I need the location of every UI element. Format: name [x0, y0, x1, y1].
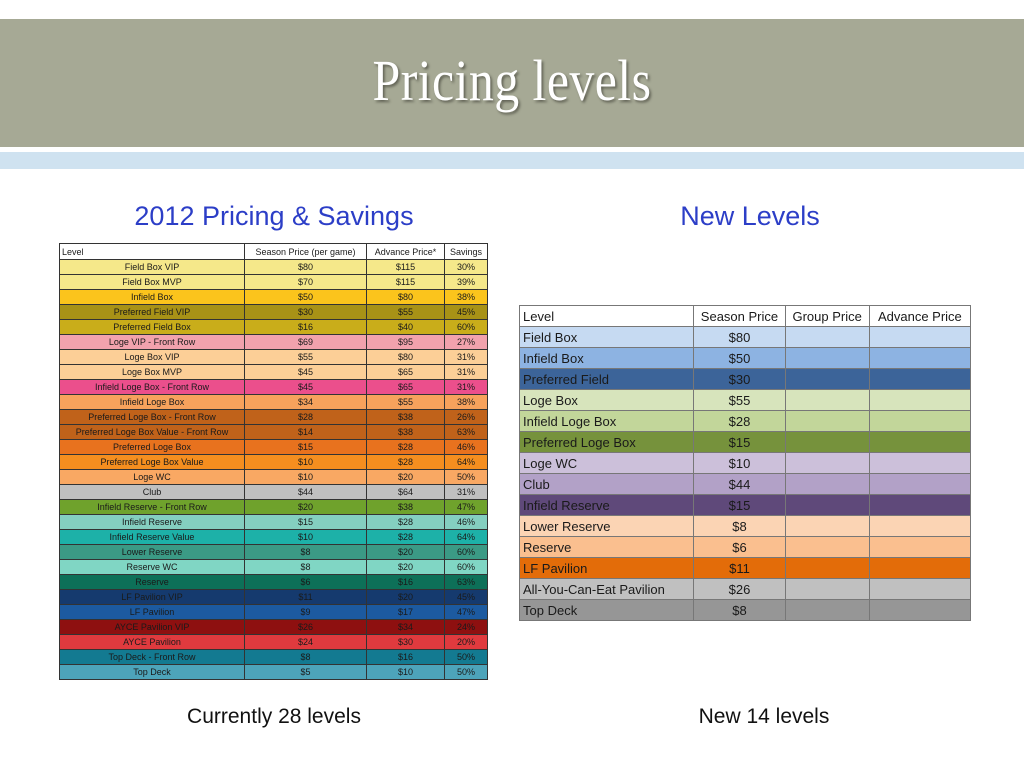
cell-group-price — [785, 537, 869, 558]
table-row — [520, 327, 971, 348]
cell-level: Top Deck — [60, 665, 245, 680]
table-row — [60, 500, 488, 515]
cell-season-price: $28 — [245, 410, 367, 425]
cell-level: AYCE Pavilion VIP — [60, 620, 245, 635]
cell-level: Loge WC — [60, 470, 245, 485]
cell-level: Infield Box — [520, 348, 694, 369]
header-level: Level — [60, 244, 245, 260]
new-levels-table — [519, 305, 971, 621]
cell-level: Infield Reserve Value — [60, 530, 245, 545]
cell-season-price: $10 — [245, 455, 367, 470]
cell-season-price: $5 — [245, 665, 367, 680]
cell-advance-price — [869, 327, 970, 348]
cell-season-price: $16 — [245, 320, 367, 335]
cell-savings: 63% — [445, 425, 488, 440]
cell-advance-price — [869, 411, 970, 432]
table-row — [520, 369, 971, 390]
table-row — [60, 275, 488, 290]
cell-advance-price: $17 — [367, 605, 445, 620]
pricing-2012-table — [59, 243, 488, 680]
cell-season-price: $8 — [245, 560, 367, 575]
cell-season-price: $30 — [245, 305, 367, 320]
cell-season-price: $15 — [245, 440, 367, 455]
cell-level: Loge Box — [520, 390, 694, 411]
cell-level: Infield Box — [60, 290, 245, 305]
cell-season-price: $80 — [245, 260, 367, 275]
cell-savings: 45% — [445, 590, 488, 605]
cell-level: Field Box MVP — [60, 275, 245, 290]
table-row — [520, 453, 971, 474]
table-row — [60, 605, 488, 620]
cell-level: Preferred Loge Box - Front Row — [60, 410, 245, 425]
cell-level: Infield Loge Box - Front Row — [60, 380, 245, 395]
table-row — [60, 380, 488, 395]
table-row — [60, 515, 488, 530]
cell-savings: 47% — [445, 605, 488, 620]
cell-savings: 60% — [445, 560, 488, 575]
cell-advance-price — [869, 474, 970, 495]
cell-season-price: $15 — [694, 495, 785, 516]
cell-level: Lower Reserve — [60, 545, 245, 560]
cell-level: Loge Box VIP — [60, 350, 245, 365]
table-row — [60, 305, 488, 320]
cell-group-price — [785, 453, 869, 474]
cell-season-price: $8 — [694, 516, 785, 537]
cell-advance-price: $20 — [367, 590, 445, 605]
table-row — [520, 411, 971, 432]
cell-savings: 39% — [445, 275, 488, 290]
cell-savings: 60% — [445, 320, 488, 335]
cell-season-price: $44 — [245, 485, 367, 500]
cell-advance-price: $16 — [367, 575, 445, 590]
cell-level: All-You-Can-Eat Pavilion — [520, 579, 694, 600]
cell-season-price: $50 — [245, 290, 367, 305]
table-row — [60, 620, 488, 635]
cell-level: Field Box — [520, 327, 694, 348]
table-row — [60, 485, 488, 500]
cell-savings: 26% — [445, 410, 488, 425]
cell-group-price — [785, 369, 869, 390]
cell-season-price: $6 — [245, 575, 367, 590]
cell-advance-price — [869, 537, 970, 558]
cell-season-price: $8 — [245, 545, 367, 560]
cell-advance-price — [869, 558, 970, 579]
cell-advance-price: $64 — [367, 485, 445, 500]
cell-savings: 46% — [445, 515, 488, 530]
header-season-price: Season Price (per game) — [245, 244, 367, 260]
header-group-price: Group Price — [785, 306, 869, 327]
cell-advance-price — [869, 453, 970, 474]
cell-level: Infield Loge Box — [60, 395, 245, 410]
table-row — [60, 560, 488, 575]
cell-season-price: $15 — [245, 515, 367, 530]
cell-level: Reserve — [60, 575, 245, 590]
cell-level: Preferred Loge Box Value - Front Row — [60, 425, 245, 440]
cell-advance-price: $115 — [367, 275, 445, 290]
cell-season-price: $8 — [694, 600, 785, 621]
table-row — [520, 348, 971, 369]
cell-advance-price — [869, 600, 970, 621]
cell-season-price: $28 — [694, 411, 785, 432]
cell-advance-price: $30 — [367, 635, 445, 650]
header-advance-price: Advance Price — [869, 306, 970, 327]
cell-level: Loge VIP - Front Row — [60, 335, 245, 350]
cell-season-price: $9 — [245, 605, 367, 620]
cell-savings: 31% — [445, 485, 488, 500]
cell-season-price: $45 — [245, 380, 367, 395]
cell-savings: 50% — [445, 650, 488, 665]
cell-season-price: $50 — [694, 348, 785, 369]
table-row — [60, 575, 488, 590]
table-row — [60, 320, 488, 335]
cell-season-price: $8 — [245, 650, 367, 665]
cell-group-price — [785, 411, 869, 432]
cell-savings: 30% — [445, 260, 488, 275]
cell-advance-price: $55 — [367, 395, 445, 410]
cell-season-price: $10 — [245, 530, 367, 545]
cell-savings: 31% — [445, 350, 488, 365]
cell-season-price: $55 — [245, 350, 367, 365]
cell-season-price: $10 — [245, 470, 367, 485]
cell-advance-price — [869, 369, 970, 390]
left-caption: Currently 28 levels — [187, 705, 361, 728]
cell-season-price: $44 — [694, 474, 785, 495]
cell-advance-price: $115 — [367, 260, 445, 275]
table-row — [60, 440, 488, 455]
cell-season-price: $10 — [694, 453, 785, 474]
header-season-price: Season Price — [694, 306, 785, 327]
cell-savings: 24% — [445, 620, 488, 635]
cell-savings: 20% — [445, 635, 488, 650]
table-row — [60, 455, 488, 470]
cell-season-price: $20 — [245, 500, 367, 515]
cell-season-price: $70 — [245, 275, 367, 290]
cell-advance-price — [869, 495, 970, 516]
cell-season-price: $45 — [245, 365, 367, 380]
cell-savings: 60% — [445, 545, 488, 560]
table-row — [60, 650, 488, 665]
cell-advance-price: $10 — [367, 665, 445, 680]
cell-level: Preferred Loge Box — [60, 440, 245, 455]
cell-level: Preferred Field Box — [60, 320, 245, 335]
cell-advance-price: $28 — [367, 455, 445, 470]
cell-savings: 31% — [445, 365, 488, 380]
new-levels-body — [520, 327, 971, 621]
right-caption: New 14 levels — [698, 705, 830, 728]
cell-season-price: $14 — [245, 425, 367, 440]
cell-level: Reserve — [520, 537, 694, 558]
table-row — [60, 395, 488, 410]
cell-advance-price: $20 — [367, 470, 445, 485]
cell-season-price: $34 — [245, 395, 367, 410]
cell-advance-price: $20 — [367, 545, 445, 560]
table-row — [520, 579, 971, 600]
cell-advance-price: $16 — [367, 650, 445, 665]
table-row — [60, 335, 488, 350]
table-row — [60, 425, 488, 440]
cell-advance-price: $38 — [367, 410, 445, 425]
cell-advance-price: $55 — [367, 305, 445, 320]
cell-advance-price — [869, 390, 970, 411]
table-row — [60, 365, 488, 380]
cell-level: Club — [520, 474, 694, 495]
cell-savings: 38% — [445, 290, 488, 305]
cell-group-price — [785, 474, 869, 495]
cell-season-price: $55 — [694, 390, 785, 411]
cell-group-price — [785, 558, 869, 579]
table-row — [60, 665, 488, 680]
table-header-row — [60, 244, 488, 260]
cell-group-price — [785, 390, 869, 411]
table-row — [60, 545, 488, 560]
table-header-row — [520, 306, 971, 327]
cell-savings: 63% — [445, 575, 488, 590]
cell-level: AYCE Pavilion — [60, 635, 245, 650]
cell-season-price: $69 — [245, 335, 367, 350]
table-row — [520, 390, 971, 411]
cell-season-price: $26 — [694, 579, 785, 600]
header-level: Level — [520, 306, 694, 327]
table-row — [60, 290, 488, 305]
slide-title: Pricing levels — [372, 48, 652, 113]
table-row — [520, 537, 971, 558]
cell-advance-price: $34 — [367, 620, 445, 635]
cell-season-price: $11 — [245, 590, 367, 605]
cell-season-price: $80 — [694, 327, 785, 348]
table-row — [520, 600, 971, 621]
cell-level: Infield Reserve — [520, 495, 694, 516]
cell-savings: 64% — [445, 530, 488, 545]
cell-savings: 46% — [445, 440, 488, 455]
cell-level: Loge Box MVP — [60, 365, 245, 380]
cell-group-price — [785, 495, 869, 516]
cell-level: Preferred Loge Box — [520, 432, 694, 453]
cell-level: Infield Reserve - Front Row — [60, 500, 245, 515]
left-heading: 2012 Pricing & Savings — [134, 201, 414, 231]
cell-advance-price: $38 — [367, 425, 445, 440]
cell-savings: 27% — [445, 335, 488, 350]
cell-level: Infield Loge Box — [520, 411, 694, 432]
cell-level: Reserve WC — [60, 560, 245, 575]
header-advance-price: Advance Price* — [367, 244, 445, 260]
cell-advance-price: $28 — [367, 515, 445, 530]
table-row — [520, 474, 971, 495]
cell-savings: 50% — [445, 665, 488, 680]
cell-level: Loge WC — [520, 453, 694, 474]
table-row — [60, 530, 488, 545]
cell-season-price: $11 — [694, 558, 785, 579]
cell-advance-price: $20 — [367, 560, 445, 575]
cell-advance-price: $38 — [367, 500, 445, 515]
cell-group-price — [785, 579, 869, 600]
cell-group-price — [785, 432, 869, 453]
cell-group-price — [785, 516, 869, 537]
cell-advance-price — [869, 432, 970, 453]
cell-season-price: $24 — [245, 635, 367, 650]
cell-group-price — [785, 348, 869, 369]
cell-advance-price: $80 — [367, 350, 445, 365]
accent-stripe — [0, 152, 1024, 169]
cell-level: Field Box VIP — [60, 260, 245, 275]
table-row — [60, 260, 488, 275]
cell-advance-price — [869, 516, 970, 537]
table-row — [520, 516, 971, 537]
cell-level: Preferred Field VIP — [60, 305, 245, 320]
cell-advance-price: $65 — [367, 365, 445, 380]
table-row — [60, 470, 488, 485]
cell-season-price: $26 — [245, 620, 367, 635]
cell-group-price — [785, 600, 869, 621]
cell-advance-price: $65 — [367, 380, 445, 395]
cell-level: LF Pavilion — [60, 605, 245, 620]
cell-savings: 47% — [445, 500, 488, 515]
table-row — [60, 590, 488, 605]
table-row — [60, 410, 488, 425]
cell-level: Club — [60, 485, 245, 500]
table-row — [520, 495, 971, 516]
cell-advance-price: $28 — [367, 440, 445, 455]
cell-advance-price: $95 — [367, 335, 445, 350]
pricing-2012-body — [60, 260, 488, 680]
cell-savings: 31% — [445, 380, 488, 395]
cell-level: Infield Reserve — [60, 515, 245, 530]
cell-level: Top Deck - Front Row — [60, 650, 245, 665]
cell-savings: 50% — [445, 470, 488, 485]
right-heading: New Levels — [680, 201, 820, 231]
cell-level: Preferred Loge Box Value — [60, 455, 245, 470]
cell-advance-price: $40 — [367, 320, 445, 335]
cell-level: LF Pavilion — [520, 558, 694, 579]
cell-level: Lower Reserve — [520, 516, 694, 537]
cell-group-price — [785, 327, 869, 348]
cell-season-price: $30 — [694, 369, 785, 390]
cell-advance-price: $28 — [367, 530, 445, 545]
table-row — [60, 635, 488, 650]
cell-advance-price — [869, 579, 970, 600]
cell-advance-price — [869, 348, 970, 369]
table-row — [520, 432, 971, 453]
cell-advance-price: $80 — [367, 290, 445, 305]
cell-season-price: $6 — [694, 537, 785, 558]
cell-season-price: $15 — [694, 432, 785, 453]
cell-level: Top Deck — [520, 600, 694, 621]
header-savings: Savings — [445, 244, 488, 260]
cell-level: LF Pavilion VIP — [60, 590, 245, 605]
cell-savings: 64% — [445, 455, 488, 470]
cell-savings: 45% — [445, 305, 488, 320]
table-row — [60, 350, 488, 365]
cell-level: Preferred Field — [520, 369, 694, 390]
table-row — [520, 558, 971, 579]
cell-savings: 38% — [445, 395, 488, 410]
